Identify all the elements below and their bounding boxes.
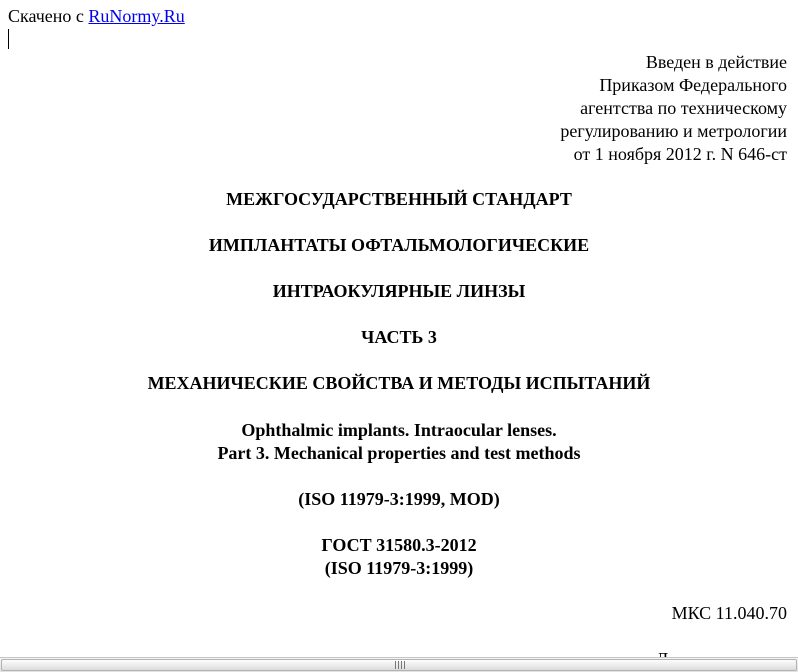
gost-number: ГОСТ 31580.3-2012 (321, 535, 477, 555)
english-title-1: Ophthalmic implants. Intraocular lenses. (241, 420, 557, 440)
title-line-1: ИМПЛАНТАТЫ ОФТАЛЬМОЛОГИЧЕСКИЕ (208, 235, 590, 255)
cut-off-text (656, 648, 688, 654)
source-link[interactable]: RuNormy.Ru (88, 6, 185, 26)
english-title-2: Part 3. Mechanical properties and test methods (217, 443, 581, 463)
intro-line: от 1 ноября 2012 г. N 646-ст (573, 144, 787, 164)
source-line (8, 6, 185, 26)
mks-code: МКС 11.040.70 (671, 603, 787, 623)
intro-line: Приказом Федерального (599, 75, 787, 95)
intro-line: Введен в действие (645, 52, 787, 72)
iso-mod-reference: (ISO 11979-3:1999, MOD) (298, 489, 500, 509)
text-cursor (8, 29, 9, 49)
grip-icon (395, 661, 407, 669)
subtitle-heading: МЕХАНИЧЕСКИЕ СВОЙСТВА И МЕТОДЫ ИСПЫТАНИЙ (147, 373, 651, 393)
standard-type-heading: МЕЖГОСУДАРСТВЕННЫЙ СТАНДАРТ (226, 189, 572, 209)
introduction-note (560, 51, 787, 166)
title-line-2: ИНТРАОКУЛЯРНЫЕ ЛИНЗЫ (272, 281, 526, 301)
intro-line: регулированию и метрологии (560, 121, 787, 141)
source-prefix: Скачено с (8, 6, 89, 26)
intro-line: агентства по техническому (580, 98, 787, 118)
horizontal-scrollbar[interactable] (0, 657, 798, 672)
part-heading: ЧАСТЬ 3 (361, 327, 437, 347)
scrollbar-thumb[interactable] (1, 659, 797, 671)
iso-reference: (ISO 11979-3:1999) (324, 558, 474, 578)
